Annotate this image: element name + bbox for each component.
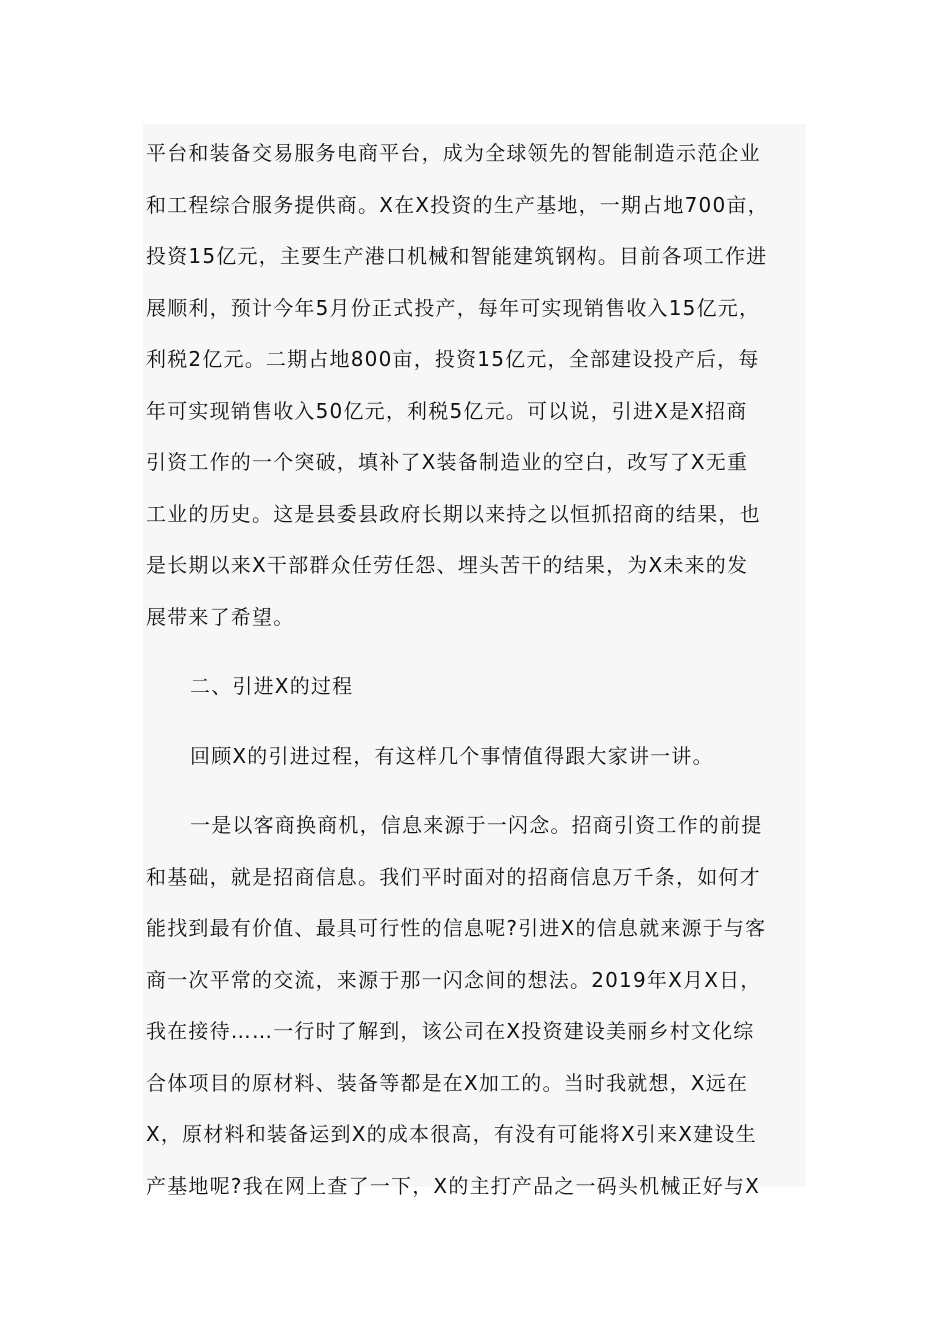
text-line: 能找到最有价值、最具可行性的信息呢?引进X的信息就来源于与客 <box>146 916 767 940</box>
document-body <box>146 128 806 1212</box>
text-line: 年可实现销售收入50亿元，利税5亿元。可以说，引进X是X招商 <box>146 398 748 423</box>
text-line: 和基础，就是招商信息。我们平时面对的招商信息万千条，如何才 <box>146 864 761 889</box>
text-line: 和工程综合服务提供商。X在X投资的生产基地，一期占地700亩， <box>146 192 769 217</box>
text-line: 展带来了希望。 <box>146 604 295 629</box>
paragraph-review-intro <box>146 731 806 783</box>
text-line: 是长期以来X干部群众任劳任怨、埋头苦干的结果，为X未来的发 <box>146 553 749 577</box>
text-line: 利税2亿元。二期占地800亩，投资15亿元，全部建设投产后，每 <box>146 347 760 371</box>
paragraph-gap <box>146 782 806 800</box>
text-line: X，原材料和装备运到X的成本很高，有没有可能将X引来X建设生 <box>146 1122 757 1146</box>
heading-text: 二、引进X的过程 <box>190 674 354 698</box>
paragraph-gap <box>146 713 806 731</box>
paragraph-investment-summary <box>146 128 806 643</box>
text-line: 引资工作的一个突破，填补了X装备制造业的空白，改写了X无重 <box>146 450 749 474</box>
text-line: 产基地呢?我在网上查了一下，X的主打产品之一码头机械正好与X <box>146 1173 761 1198</box>
text-line: 展顺利，预计今年5月份正式投产，每年可实现销售收入15亿元， <box>146 295 761 320</box>
text-line: 我在接待……一行时了解到，该公司在X投资建设美丽乡村文化综 <box>146 1019 755 1043</box>
text-line: 工业的历史。这是县委县政府长期以来持之以恒抓招商的结果，也 <box>146 501 761 526</box>
text-line: 平台和装备交易服务电商平台，成为全球领先的智能制造示范企业 <box>146 141 761 165</box>
paragraph-first-point <box>146 800 806 1212</box>
text-line: 一是以客商换商机，信息来源于一闪念。招商引资工作的前提 <box>190 813 763 837</box>
text-line: 回顾X的引进过程，有这样几个事情值得跟大家讲一讲。 <box>190 743 714 768</box>
text-line: 投资15亿元，主要生产港口机械和智能建筑钢构。目前各项工作进 <box>146 244 768 268</box>
section-heading <box>146 661 806 713</box>
text-line: 商一次平常的交流，来源于那一闪念间的想法。2019年X月X日， <box>146 967 762 992</box>
text-line: 合体项目的原材料、装备等都是在X加工的。当时我就想，X远在 <box>146 1070 749 1095</box>
paragraph-gap <box>146 643 806 661</box>
